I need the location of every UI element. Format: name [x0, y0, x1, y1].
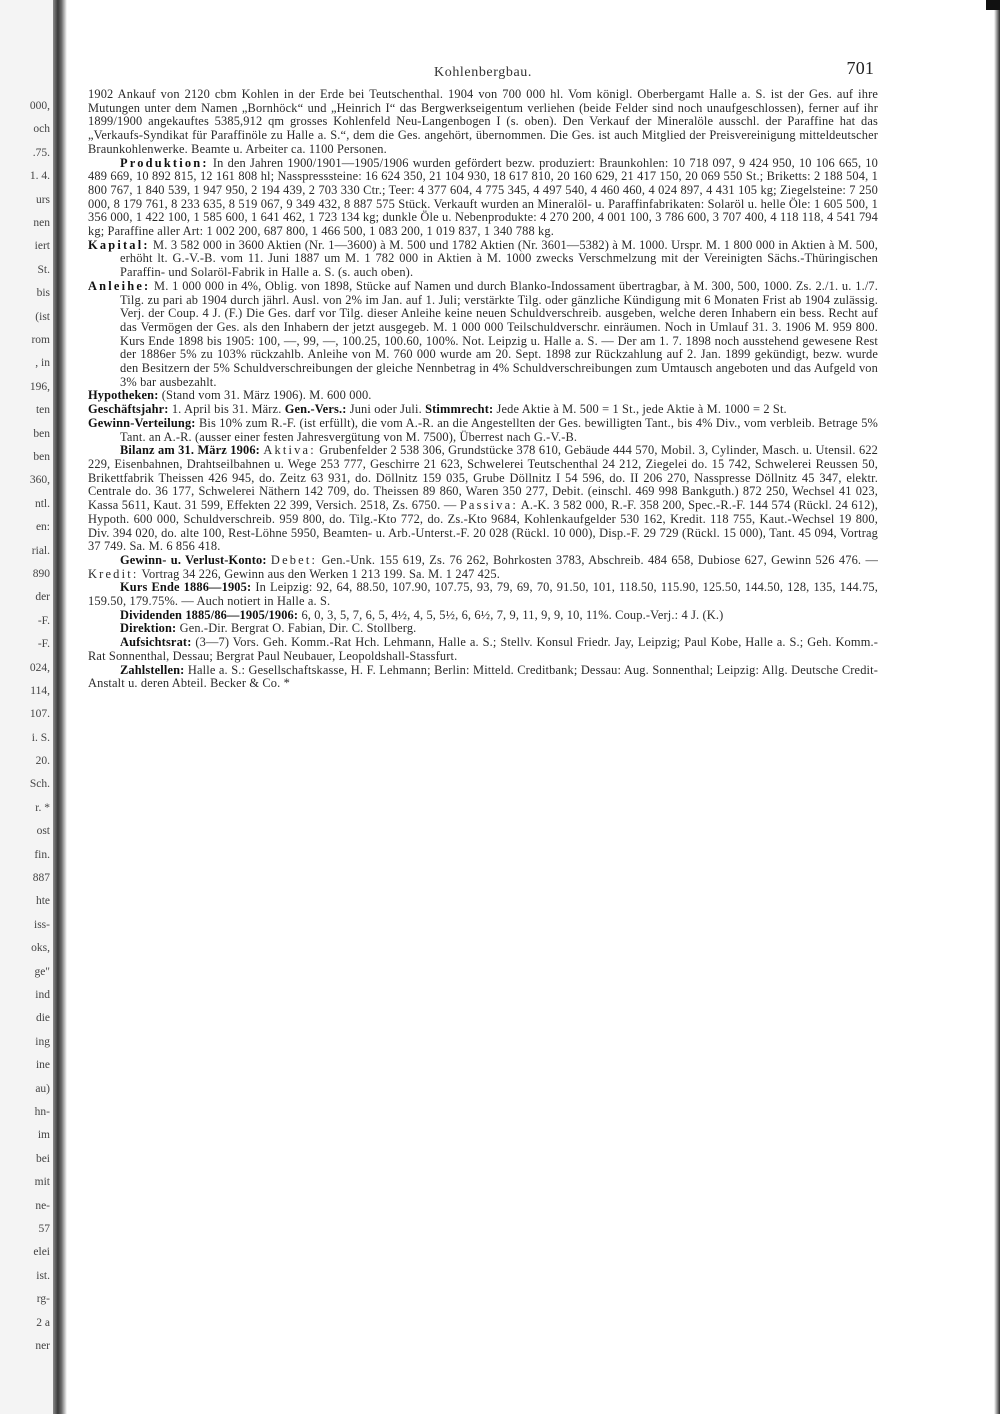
margin-fragment: hn-: [34, 1106, 50, 1118]
margin-fragment: im: [37, 1129, 50, 1141]
section-hypotheken: [88, 389, 878, 403]
margin-fragment: .75.: [32, 147, 50, 159]
margin-fragment: ten: [35, 404, 50, 416]
running-title: Kohlenbergbau.: [434, 65, 532, 80]
margin-fragment: ge": [34, 966, 50, 978]
margin-fragment: 196,: [29, 381, 50, 393]
margin-fragment: rg-: [36, 1293, 50, 1305]
margin-fragment: ing: [35, 1036, 50, 1048]
section-produktion: [88, 157, 878, 239]
stimmrecht-text: Jede Aktie à M. 500 = 1 St., jede Aktie à M. 1000 = 2 St.: [496, 402, 787, 417]
dividenden-label: Dividenden 1885/86—1905/1906:: [120, 607, 299, 622]
margin-fragment: -F.: [37, 638, 50, 650]
page-right-edge: [994, 0, 1000, 1414]
section-kurs: [88, 581, 878, 608]
margin-fragment: der: [35, 591, 50, 603]
stimmrecht-label: Stimmrecht:: [425, 402, 494, 417]
direktion-label: Direktion:: [120, 621, 177, 636]
hypotheken-text: (Stand vom 31. März 1906). M. 600 000.: [161, 388, 372, 403]
margin-fragment: bei: [35, 1153, 50, 1165]
margin-fragment: Sch.: [29, 778, 50, 790]
gewinnkonto-label: Gewinn- u. Verlust-Konto:: [120, 552, 267, 567]
book-gutter-shadow: [53, 0, 67, 1414]
margin-fragment: i. S.: [31, 732, 50, 744]
margin-fragment: 20.: [35, 755, 50, 767]
margin-fragment: 024,: [29, 662, 50, 674]
margin-fragment: 57: [38, 1223, 50, 1235]
section-direktion: [88, 622, 878, 636]
margin-fragment: 1. 4.: [29, 170, 50, 182]
page-header: [88, 58, 878, 88]
margin-fragment: -F.: [37, 615, 50, 627]
margin-fragment: hte: [35, 895, 50, 907]
margin-fragment: ner: [35, 1340, 50, 1352]
debet-text: Gen.-Unk. 155 619, Zs. 76 262, Bohrkosten 3783, Abschreib. 484 658, Dubiose 627, Gewinn 526 476. —: [321, 552, 879, 567]
section-bilanz: [88, 444, 878, 554]
aufsichtsrat-text: (3—7) Vors. Geh. Komm.-Rat Hch. Lehmann, Halle a. S.; Stellv. Konsul Friedr. Jay, Leipzig; Paul Kobe, Halle a. S.; Geh. Komm.-Rat Sonnenthal, Dessau; Bergrat Paul Neubauer, Leopoldshall-Stassfurt.: [88, 635, 879, 663]
kurs-label: Kurs Ende 1886—1905:: [120, 580, 252, 595]
margin-fragment: oks,: [31, 942, 50, 954]
section-geschaeftsjahr: [88, 403, 878, 417]
margin-fragment: St.: [37, 264, 50, 276]
produktion-label: Produktion:: [120, 155, 209, 170]
scan-corner-mark: [986, 0, 1000, 10]
section-kapital: [88, 239, 878, 280]
zahlstellen-label: Zahlstellen:: [120, 662, 185, 677]
debet-label: Debet:: [270, 552, 318, 567]
margin-fragment: r. *: [35, 802, 50, 814]
geschaeftsjahr-label: Geschäftsjahr:: [88, 402, 169, 417]
margin-fragment: ne-: [35, 1200, 50, 1212]
margin-fragment: ntl.: [34, 498, 50, 510]
margin-fragment: ost: [36, 825, 50, 837]
gen-vers-text: Juni oder Juli.: [349, 402, 422, 417]
margin-fragment: ine: [35, 1059, 50, 1071]
intro-paragraph: 1902 Ankauf von 2120 cbm Kohlen in der Erde bei Teutschenthal. 1904 von 700 000 hl. Vom königl. Oberbergamt Halle a. S. ist der Ges. auf ihre Mutungen unter dem Namen „Bornhöck“ und „Heinrich I“ das Bergwerkseigentum verliehen (beide Felder sind noch unaufgeschlossen), ferner auf ihr 1899/1900 angekauftes 5385,912 qm grosses Kohlenfeld Neu-Langenbogen I (s. oben). Den Verkauf der Mineralöle ausschl. der Paraffine hat das „Verkaufs-Syndikat für Paraffinöle zu Halle a. S.“, dem die Ges. angehört, übernommen. Die Ges. ist auch Mitglied der Preisvereinigung mitteldeutscher Braunkohlenwerke. Beamte u. Arbeiter ca. 1100 Personen.: [88, 87, 878, 156]
margin-fragment: rom: [31, 334, 50, 346]
margin-fragment: 000,: [29, 100, 50, 112]
margin-fragment: en:: [35, 521, 50, 533]
margin-fragment: au): [35, 1083, 50, 1095]
margin-fragment: 887: [32, 872, 50, 884]
gewinnverteilung-text: Bis 10% zum R.-F. (ist erfüllt), die vom A.-R. an die Angestellten der Ges. bewilligten Tant., bis 4% Div., vom verbleib. Betrage 5% Tant. an A.-R. (ausser einer festen Jahresvergütung von M. 7500), Überrest nach G.-V.-B.: [120, 415, 879, 444]
margin-fragment: elei: [33, 1246, 50, 1258]
margin-fragment: 107.: [29, 708, 50, 720]
kredit-text: Vortrag 34 226, Gewinn aus den Werken 1 213 199. Sa. M. 1 247 425.: [141, 566, 500, 581]
margin-fragment: , in: [35, 357, 50, 369]
aktiva-label: Aktiva:: [263, 443, 316, 458]
geschaeftsjahr-text: 1. April bis 31. März.: [171, 402, 282, 417]
gewinnverteilung-label: Gewinn-Verteilung:: [88, 415, 196, 430]
margin-fragment: 360,: [29, 474, 50, 486]
zahlstellen-text: Halle a. S.: Gesellschaftskasse, H. F. Lehmann; Berlin: Mitteld. Creditbank; Dessau: Aug. Sonnenthal; Leipzig: Allg. Deutsche Credit-Anstalt u. deren Abteil. Becker & Co. *: [88, 662, 878, 691]
section-anleihe: [88, 280, 878, 390]
margin-fragment: ben: [33, 451, 50, 463]
margin-fragment: die: [35, 1012, 50, 1024]
section-gewinnverteilung: [88, 417, 878, 444]
margin-fragment: ind: [35, 989, 50, 1001]
kapital-label: Kapital:: [88, 237, 150, 252]
section-aufsichtsrat: [88, 636, 878, 663]
margin-fragment: 114,: [30, 685, 50, 697]
anleihe-label: Anleihe:: [88, 278, 151, 293]
passiva-text: A.-K. 3 582 000, R.-F. 358 200, Spec.-R.-F. 144 574 (Rückl. 24 612), Hypoth. 600 000, Schuldverschreib. 959 800, do. Tilg.-Kto 772, do. Zs.-Kto 9684, Kohlenkaufgelder 530 162, Kredit. 118 755, Kaut.-Wechsel 19 800, Div. 394 020, do. alte 100, Rest-Löhne 5950, Beamten- u. Arb.-Unterst.-F. 20 028 (Rückl. 10 000), Disp.-F. 29 729 (Rückl. 15 000), Tant. 45 094, Vortrag 37 749. Sa. M. 6 856 418.: [88, 498, 878, 554]
margin-fragment: ben: [33, 428, 50, 440]
margin-fragment: mit: [34, 1176, 50, 1188]
margin-fragment: rial.: [31, 545, 50, 557]
margin-fragment: 890: [32, 568, 50, 580]
document-page: [88, 58, 878, 691]
passiva-label: Passiva:: [459, 498, 519, 513]
hypotheken-label: Hypotheken:: [88, 388, 159, 403]
aktiva-text: Grubenfelder 2 538 306, Grundstücke 378 610, Gebäude 444 570, Mobil. 3, Cylinder, Masch. u. Utensil. 622 229, Eisenbahnen, Drahtseilbahnen u. Wege 253 777, Geschirre 21 623, Schwelerei Teutschenthal 24 212, Ziegelei do. 15 742, Schwelerei Reussen 50, Brikettfabrik Theissen 426 945, do. Zeitz 63 931, do. Döllnitz 159 035, Grube Döllnitz I 54 596, do. II 206 270, Nasspresse Döllnitz 45 347, elektr. Centrale do. 36 177, Schwelerei Näthern 142 709, do. Theissen 89 860, Waren 350 277, Debit. (einschl. 469 998 Bankguth.) 872 250, Wechsel 41 023, Kassa 5611, Kaut. 31 599, Effekten 22 399, Versich. 2518, Zs. 6750. —: [88, 443, 879, 513]
section-zahlstellen: [88, 664, 878, 691]
aufsichtsrat-label: Aufsichtsrat:: [120, 635, 192, 650]
kredit-label: Kredit:: [88, 566, 139, 581]
margin-fragment: bis: [36, 287, 50, 299]
margin-fragment: iert: [34, 240, 50, 252]
produktion-text: In den Jahren 1900/1901—1905/1906 wurden gefördert bezw. produziert: Braunkohlen: 10 718 097, 9 424 950, 10 106 665, 10 489 669, 10 892 815, 12 161 808 hl; Nasspresssteine: 16 624 350, 21 104 930, 18 617 810, 20 160 629, 21 417 150, 20 069 550 St.; Briketts: 2 188 504, 1 800 767, 1 840 539, 1 947 950, 2 194 439, 2 703 330 Ctr.; Teer: 4 377 604, 4 775 345, 4 497 540, 4 460 460, 4 024 897, 4 431 105 kg; Ziegelsteine: 7 250 000, 8 179 761, 8 233 635, 8 519 067, 9 349 432, 8 887 575 Stück. Verkauft wurden an Mineralöl- u. Paraffinfabrikaten: Solaröl u. helle Öle: 1 605 500, 1 356 000, 1 422 100, 1 585 600, 1 641 462, 1 723 134 kg; dunkle Öle u. Nebenprodukte: 4 270 200, 4 001 100, 3 786 600, 3 707 400, 4 118 118, 4 541 794 kg; Paraffine aller Art: 1 002 200, 687 800, 1 466 500, 1 083 200, 1 019 837, 1 340 788 kg.: [88, 155, 879, 239]
margin-fragment: ist.: [36, 1270, 50, 1282]
section-dividenden: [88, 609, 878, 623]
kurs-text: In Leipzig: 92, 64, 88.50, 107.90, 107.75, 93, 79, 69, 70, 91.50, 101, 118.50, 115.90, 125.50, 144.50, 128, 135, 144.75, 159.50, 179.75%. — Auch notiert in Halle a. S.: [88, 580, 879, 609]
bilanz-label: Bilanz am 31. März 1906:: [120, 443, 260, 458]
margin-fragment: nen: [33, 217, 50, 229]
margin-fragment: iss-: [34, 919, 50, 931]
dividenden-text: 6, 0, 3, 5, 7, 6, 5, 4½, 4, 5, 5½, 6, 6½, 7, 9, 11, 9, 9, 10, 11%. Coup.-Verj.: 4 J. (K.): [301, 607, 724, 622]
kapital-text: M. 3 582 000 in 3600 Aktien (Nr. 1—3600) à M. 500 und 1782 Aktien (Nr. 3601—5382) à M. 1000. Urspr. M. 1 800 000 in Aktien à M. 500, erhöht lt. G.-V.-B. vom 11. Juni 1887 um M. 1 782 000 in Aktien à M. 1000 zwecks Verschmelzung mit der Vereinigten Sächs.-Thüringischen Paraffin- und Solaröl-Fabrik in Halle a. S. (s. auch oben).: [120, 237, 879, 280]
page-number: 701: [846, 58, 874, 78]
margin-fragment: 2 a: [36, 1317, 50, 1329]
anleihe-text: M. 1 000 000 in 4%, Oblig. von 1898, Stücke auf Namen und durch Blanko-Indossament übertragbar, à M. 300, 500, 1000. Zs. 2./1. u. 1./7. Tilg. zu pari ab 1904 durch jährl. Ausl. von 2% im Jan. auf 1. Juli; verstärkte Tilg. oder gänzliche Kündigung mit 6 Monaten Frist ab 1904 zulässig. Verj. der Coup. 4 J. (F.) Die Ges. darf vor Tilg. dieser Anleihe keine neuen Schuldverschreib. ausgeben, welche deren Inhabern ein bess. Recht auf das Vermögen der Ges. als den Inhabern der jetzt ausgegeb. M. 1 000 000 Teilschuldverschr. einräumen. Noch in Umlauf 31. 3. 1906 M. 959 800. Kurs Ende 1898 bis 1905: 100, —, 99, —, 100.25, 100.60, 100%. Not. Leipzig u. Halle a. S. — Der am 1. 7. 1898 noch ausstehend gewesene Rest der 1886er 5% zu 103% rückzahlb. Anleihe von M. 760 000 wurde am 20. Sept. 1898 zur Rückzahlung auf 2. Jan. 1899 gekündigt, bezw. wurde den Besitzern der 5% Schuldverschreibungen der gleiche Nennbetrag in 4% Schuldverschreibungen zum Umtausch angeboten und das Aufgeld von 3% bar ausbezahlt.: [120, 278, 879, 389]
direktion-text: Gen.-Dir. Bergrat O. Fabian, Dir. C. Stollberg.: [179, 621, 417, 636]
section-gewinnkonto: [88, 554, 878, 581]
previous-page-edge: [0, 0, 56, 1414]
margin-fragment: fin.: [34, 849, 50, 861]
gen-vers-label: Gen.-Vers.:: [284, 402, 347, 417]
margin-fragment: och: [33, 123, 50, 135]
margin-fragment: (ist: [35, 311, 50, 323]
margin-fragment: urs: [35, 194, 50, 206]
